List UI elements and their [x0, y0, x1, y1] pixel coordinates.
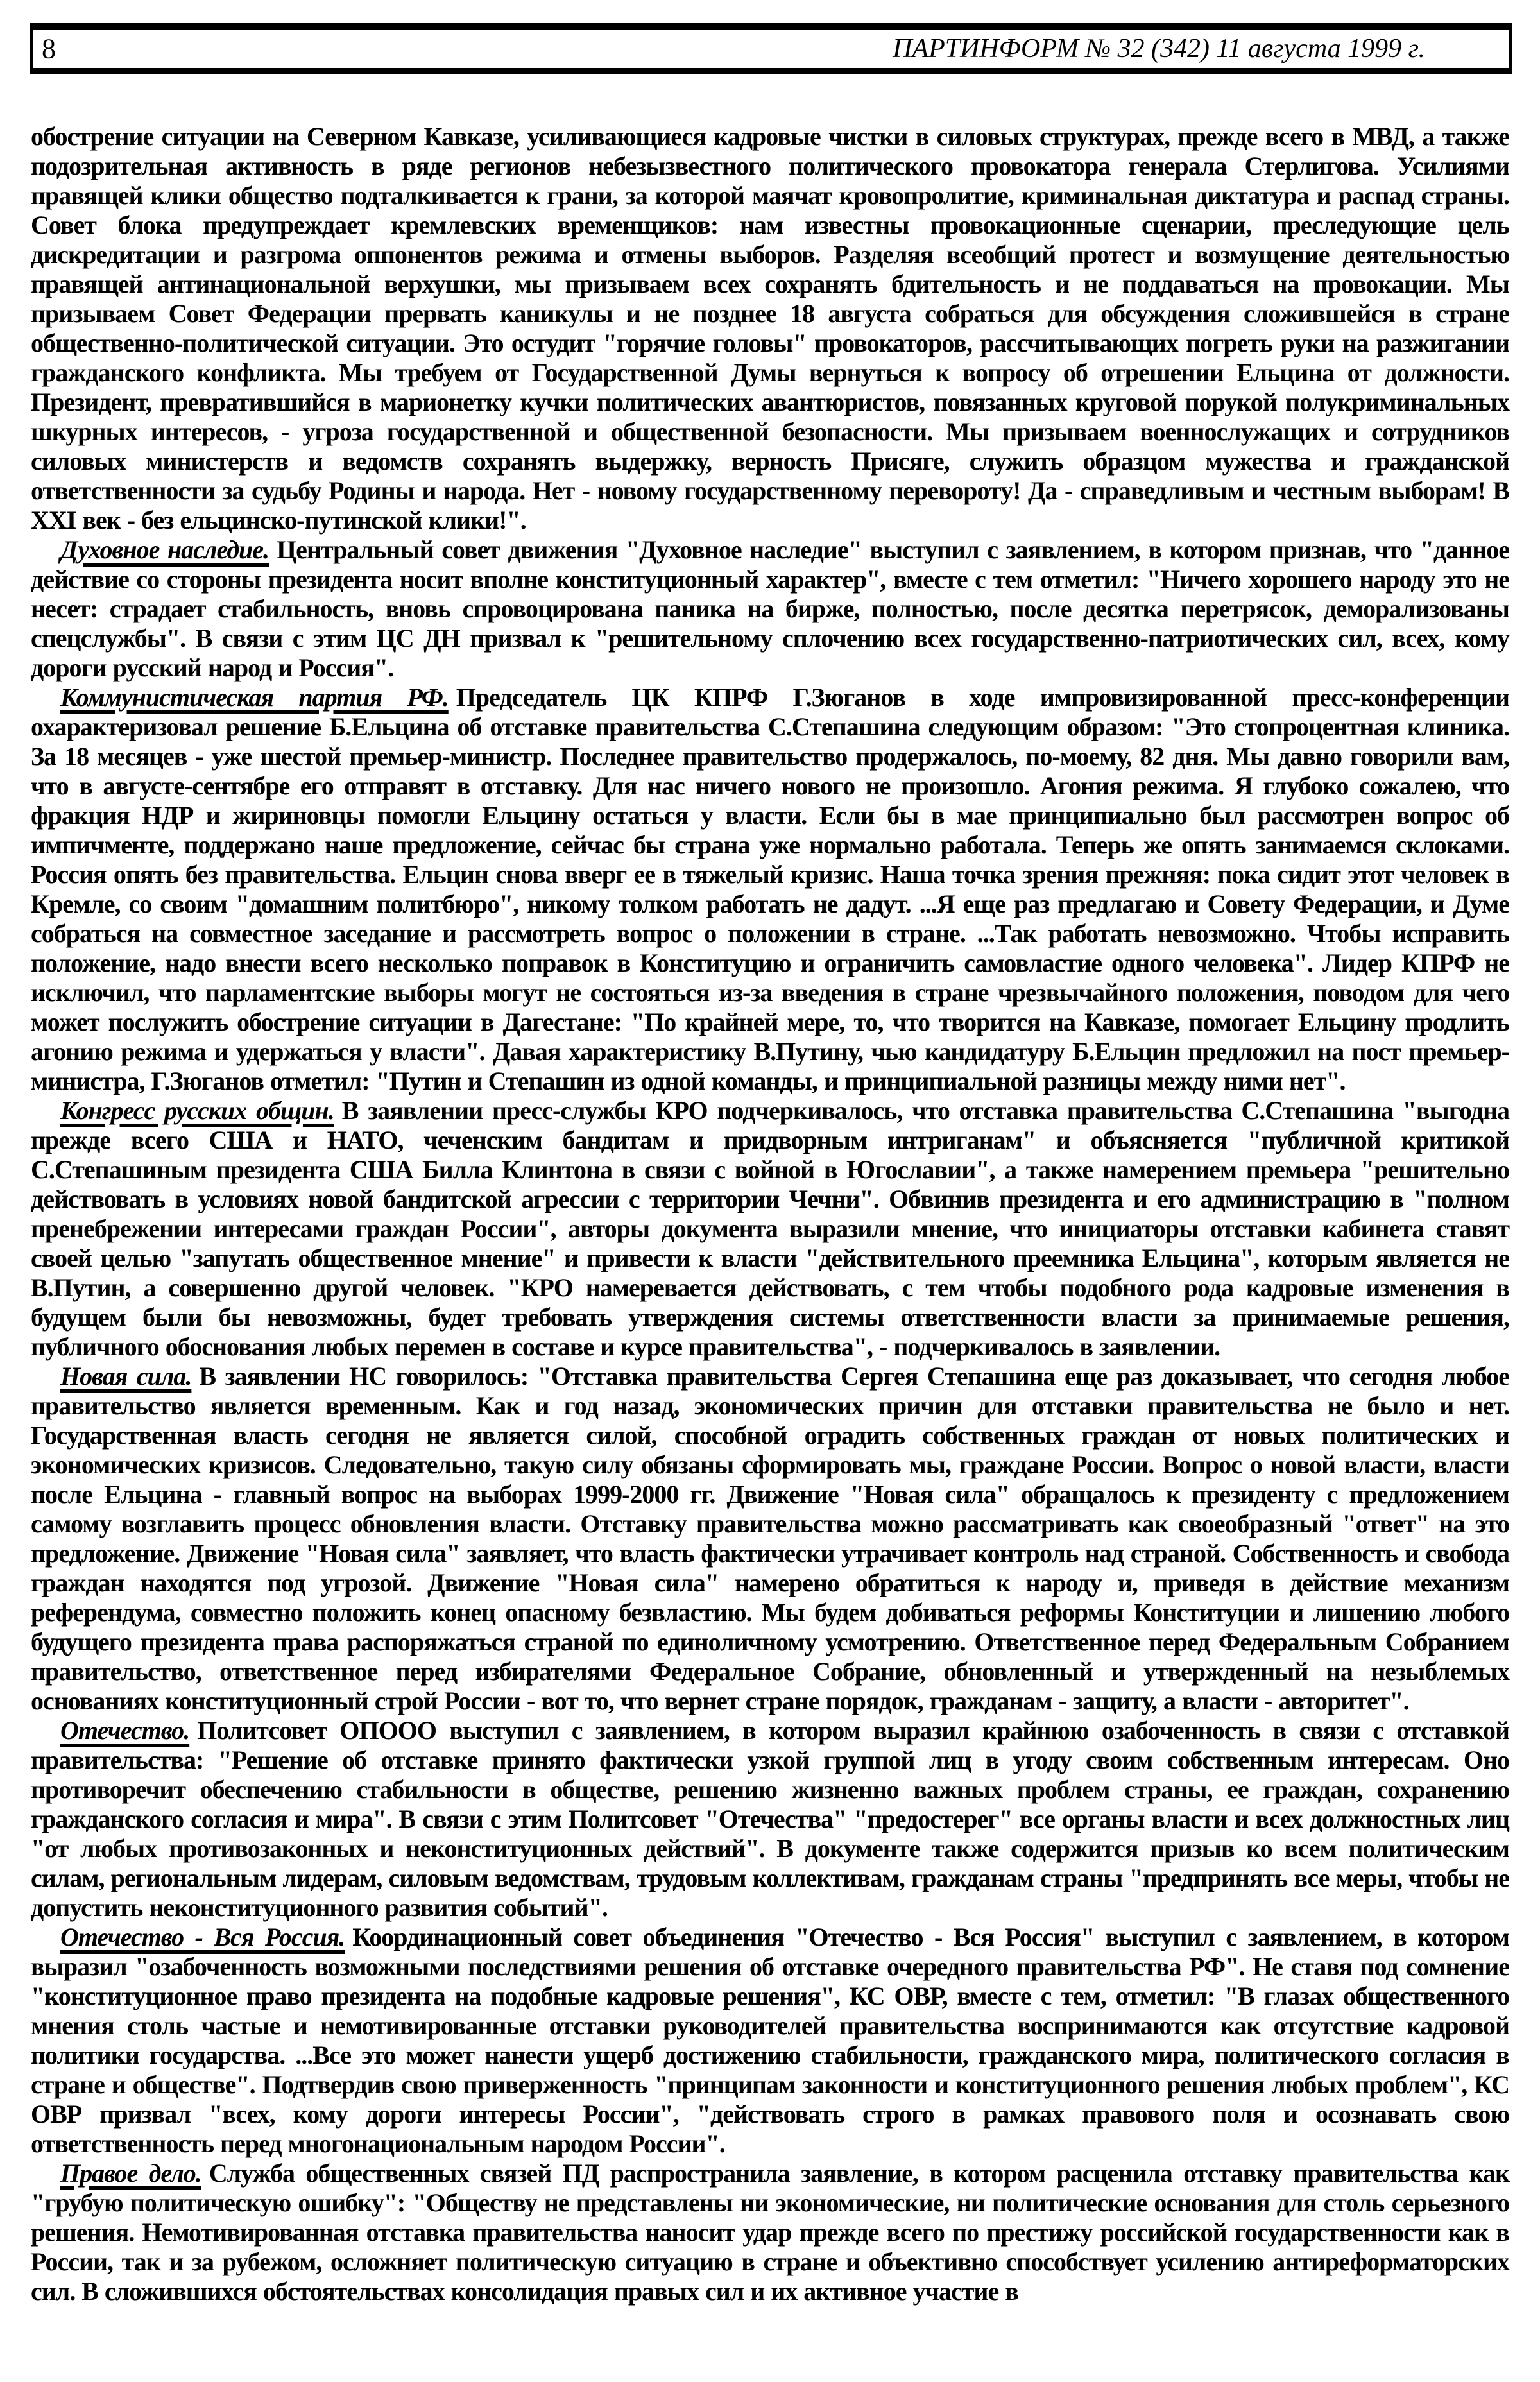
article-text: Служба общественных связей ПД распространила заявление, в котором расценила отставку правительства как "грубую политическую ошибку": "Обществу не представлены ни экономические, ни политические основания для столь серьезного решения. Немотивированная отставка правительства наносит удар прежде всего по престижу российской государственности как в России, так и за рубежом, осложняет политическую ситуацию в стране и объективно способствует усилению антиреформаторских сил. В сложившихся обстоятельствах консолидация правых сил и их активное участие в [31, 2159, 1509, 2306]
article-text: В заявлении НС говорилось: "Отставка правительства Сергея Степашина еще раз доказывает, что сегодня любое правительство является временным. Как и год назад, экономических причин для отставки правительства не было и нет. Государственная власть сегодня не является силой, способной оградить собственных граждан от новых политических и экономических кризисов. Следовательно, такую силу обязаны сформировать мы, граждане России. Вопрос о новой власти, власти после Ельцина - главный вопрос на выборах 1999-2000 гг. Движение "Новая сила" обращалось к президенту с предложением самому возглавить процесс обновления власти. Отставку правительства можно рассматривать как своеобразный "ответ" на это предложение. Движение "Новая сила" заявляет, что власть фактически утрачивает контроль над страной. Собственность и свобода граждан находятся под угрозой. Движение "Новая сила" намерено обратиться к народу и, приведя в действие механизм референдума, совместно положить конец опасному безвластию. Мы будем добиваться реформы Конституции и лишению любого будущего президента права распоряжаться страной по единоличному усмотрению. Ответственное перед Федеральным Собранием правительство, ответственное перед избирателями Федеральное Собрание, обновленный и утвержденный на незыблемых основаниях конституционный строй России - вот то, что вернет стране порядок, гражданам - защиту, а власти - авторитет". [31, 1362, 1510, 1715]
article-paragraph [31, 2159, 1509, 2306]
article-paragraph [31, 1716, 1509, 1923]
document-body [31, 122, 1509, 2306]
article-text: Политсовет ОПООО выступил с заявлением, в котором выразил крайнюю озабоченность в связи с отставкой правительства: "Решение об отставке принято фактически узкой группой лиц в угоду своим собственным интересам. Оно противоречит обеспечению стабильности в обществе, решению жизненно важных проблем страны, ее граждан, сохранению гражданского согласия и мира". В связи с этим Политсовет "Отечества" "предостерег" все органы власти и всех должностных лиц "от любых противозаконных и неконституционных действий". В документе также содержится призыв ко всем политическим силам, региональным лидерам, силовым ведомствам, трудовым коллективам, гражданам страны "предпринять все меры, чтобы не допустить неконституционного развития событий". [31, 1716, 1509, 1922]
header-title: ПАРТИНФОРМ № 32 (342) 11 августа 1999 г. [893, 34, 1425, 64]
article-paragraph [31, 1096, 1509, 1362]
article-text: Председатель ЦК КПРФ Г.Зюганов в ходе импровизированной пресс-конференции охарактеризовал решение Б.Ельцина об отставке правительства С.Степашина следующим образом: "Это стопроцентная клиника. За 18 месяцев - уже шестой премьер-министр. Последнее правительство продержалось, по-моему, 82 дня. Мы давно говорили вам, что в августе-сентябре его отправят в отставку. Для нас ничего нового не произошло. Агония режима. Я глубоко сожалею, что фракция НДР и жириновцы помогли Ельцину остаться у власти. Если бы в мае принципиально был рассмотрен вопрос об импичменте, поддержано наше предложение, сейчас бы страна уже нормально работала. Теперь же опять занимаемся склоками. Россия опять без правительства. Ельцин снова вверг ее в тяжелый кризис. Наша точка зрения прежняя: пока сидит этот человек в Кремле, со своим "домашним политбюро", никому толком работать не дадут. ...Я еще раз предлагаю и Совету Федерации, и Думе собраться на совместное заседание и рассмотреть вопрос о положении в стране. ...Так работать невозможно. Чтобы исправить положение, надо внести всего несколько поправок в Конституцию и ограничить самовластие одного человека". Лидер КПРФ не исключил, что парламентские выборы могут не состояться из-за введения в стране чрезвычайного положения, поводом для чего может послужить обострение ситуации в Дагестане: "По крайней мере, то, что творится на Кавказе, помогает Ельцину продлить агонию режима и удержаться у власти". Давая характеристику В.Путину, чью кандидатуру Б.Ельцин предложил на пост премьер-министра, Г.Зюганов отметил: "Путин и Степашин из одной команды, и принципиальной разницы между ними нет". [31, 683, 1509, 1095]
article-text: Координационный совет объединения "Отечество - Вся Россия" выступил с заявлением, в котором выразил "озабоченность возможными последствиями решения об отставке очередного правительства РФ". Не ставя под сомнение "конституционное право президента на подобные кадровые решения", КС ОВР, вместе с тем, отметил: "В глазах общественного мнения столь частые и немотивированные отставки руководителей правительства воспринимаются как отсутствие кадровой политики государства. ...Все это может нанести ущерб достижению стабильности, гражданского мира, политического согласия в стране и обществе". Подтвердив свою приверженность "принципам законности и конституционного решения любых проблем", КС ОВР призвал "всех, кому дороги интересы России", "действовать строго в рамках правового поля и осознавать свою ответственность перед многонациональным народом России". [31, 1923, 1509, 2158]
article-lead: Отечество. [60, 1716, 190, 1745]
page-header [30, 23, 1512, 74]
page-number: 8 [42, 33, 56, 65]
article-text: Центральный совет движения "Духовное наследие" выступил с заявлением, в котором признав, что "данное действие со стороны президента носит вполне конституционный характер", вместе с тем отметил: "Ничего хорошего народу это не несет: страдает стабильность, вновь спровоцирована паника на бирже, полностью, после десятка перетрясок, деморализованы спецслужбы". В связи с этим ЦС ДН призвал к "решительному сплочению всех государственно-патриотических сил, всех, кому дороги русский народ и Россия". [31, 535, 1510, 682]
article-paragraph [31, 683, 1509, 1096]
article-text: В заявлении пресс-службы КРО подчеркивалось, что отставка правительства С.Степашина "выгодна прежде всего США и НАТО, чеченским бандитам и придворным интриганам" и объясняется "публичной критикой С.Степашиным президента США Билла Клинтона в связи с войной в Югославии", а также намерением премьера "решительно действовать в условиях новой бандитской агрессии с территории Чечни". Обвинив президента и его администрацию в "полном пренебрежении интересами граждан России", авторы документа выразили мнение, что инициаторы отставки кабинета ставят своей целью "запутать общественное мнение" и привести к власти "действительного преемника Ельцина", которым является не В.Путин, а совершенно другой человек. "КРО намеревается действовать, с тем чтобы подобного рода кадровые изменения в будущем были бы невозможны, будет требовать утверждения системы ответственности власти за принимаемые решения, публичного обоснования любых перемен в составе и курсе правительства", - подчеркивалось в заявлении. [31, 1096, 1509, 1361]
article-lead: Конгресс русских общин. [60, 1096, 334, 1125]
article-paragraph [31, 1362, 1509, 1716]
article-lead: Коммунистическая партия РФ. [60, 683, 449, 712]
article-lead: Правое дело. [60, 2159, 201, 2188]
article-paragraph [31, 535, 1509, 683]
article-text: обострение ситуации на Северном Кавказе, усиливающиеся кадровые чистки в силовых структурах, прежде всего в МВД, а также подозрительная активность в ряде регионов небезызвестного политического провокатора генерала Стерлигова. Усилиями правящей клики общество подталкивается к грани, за которой маячат кровопролитие, криминальная диктатура и распад страны. Совет блока предупреждает кремлевских временщиков: нам известны провокационные сценарии, преследующие цель дискредитации и разгрома оппонентов режима и отмены выборов. Разделяя всеобщий протест и возмущение деятельностью правящей антинациональной верхушки, мы призываем всех сохранять бдительность и не поддаваться на провокации. Мы призываем Совет Федерации прервать каникулы и не позднее 18 августа собраться для обсуждения сложившейся в стране общественно-политической ситуации. Это остудит "горячие головы" провокаторов, рассчитывающих погреть руки на разжигании гражданского конфликта. Мы требуем от Государственной Думы вернуться к вопросу об отрешении Ельцина от должности. Президент, превратившийся в марионетку кучки политических авантюристов, повязанных круговой порукой полукриминальных шкурных интересов, - угроза государственной и общественной безопасности. Мы призываем военнослужащих и сотрудников силовых министерств и ведомств сохранять выдержку, верность Присяге, служить образцом мужества и гражданской ответственности за судьбу Родины и народа. Нет - новому государственному перевороту! Да - справедливым и честным выборам! В XXI век - без ельцинско-путинской клики!". [31, 122, 1509, 535]
article-lead: Духовное наследие. [60, 535, 270, 564]
article-paragraph [31, 122, 1509, 535]
article-lead: Отечество - Вся Россия. [60, 1923, 345, 1951]
article-paragraph [31, 1923, 1509, 2159]
article-lead: Новая сила. [60, 1362, 192, 1391]
